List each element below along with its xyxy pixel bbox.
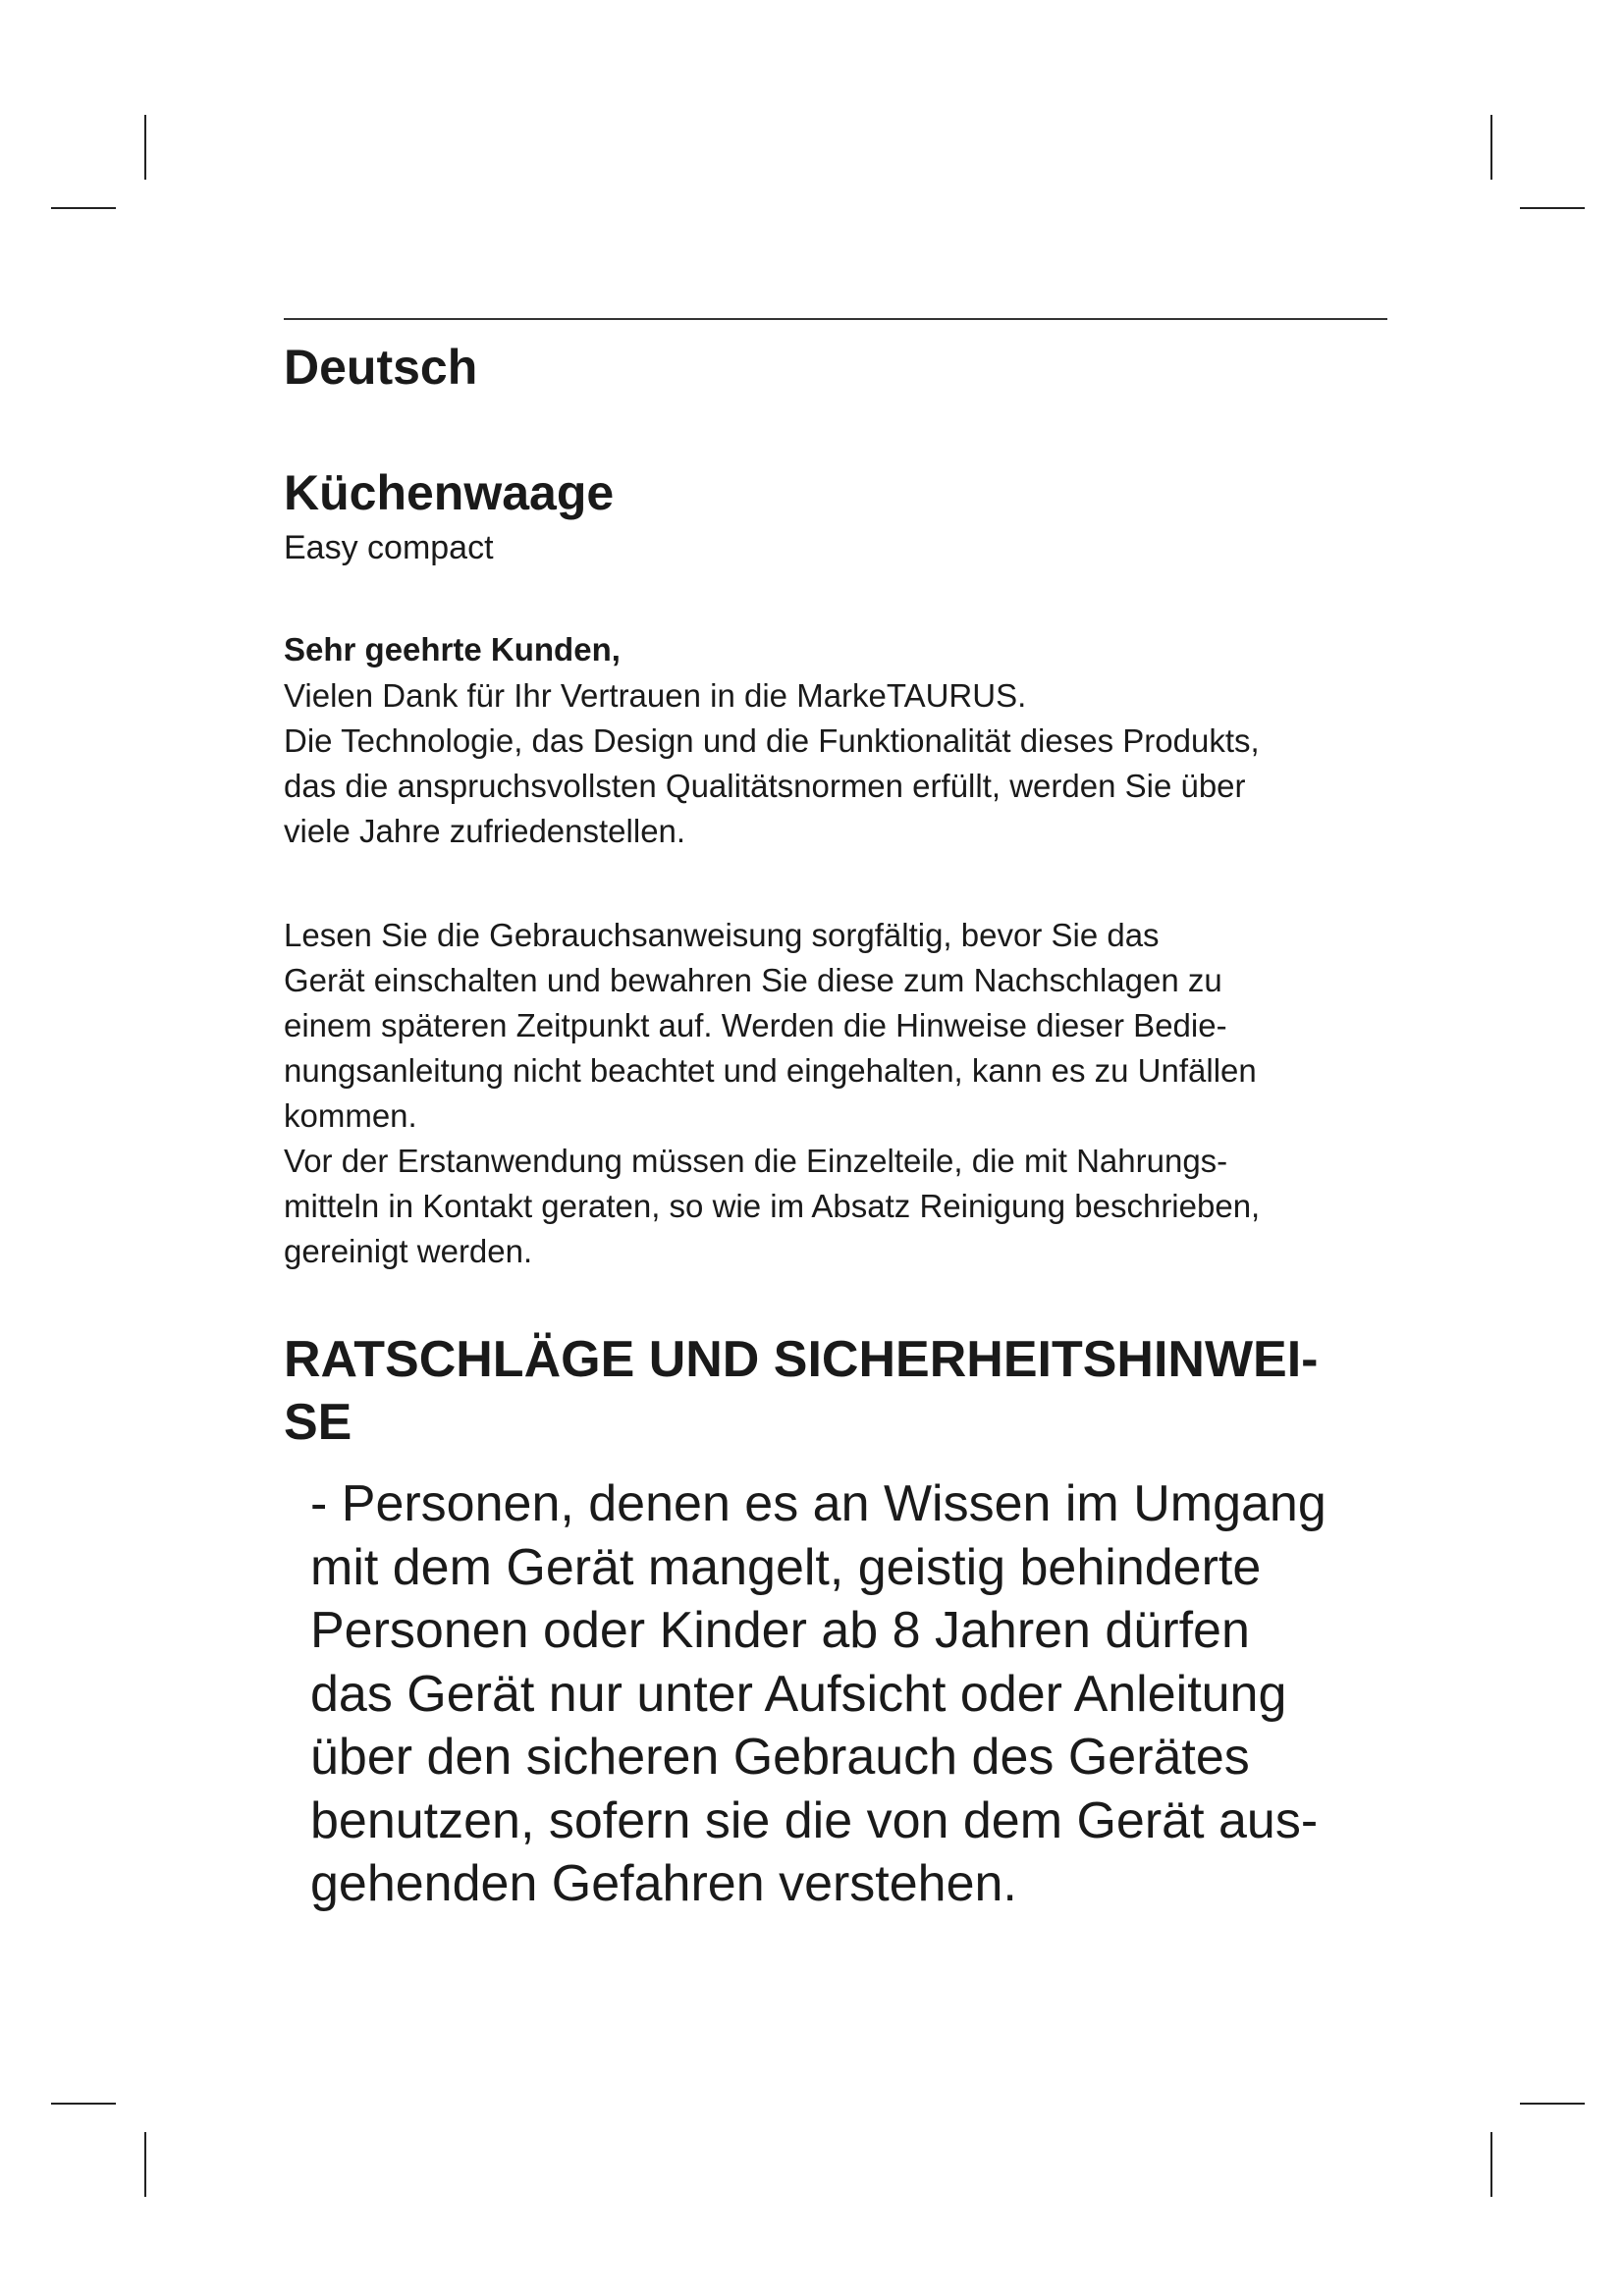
language-heading: Deutsch [284,340,478,395]
safety-heading: RATSCHLÄGE UND SICHERHEITSHINWEI- SE [284,1331,1319,1451]
safety-warning-item: - Personen, denen es an Wissen im Umgang mit dem Gerät mangelt, geistig behinderte Personen oder Kinder ab 8 Jahren dürfen das Gerät nur unter Aufsicht oder Anleitung über den sicheren Gebrauch des Gerätes benutzen, sofern sie die von dem Gerät aus- gehenden Gefahren verstehen. [310,1475,1326,1912]
crop-mark-bottom-left-horizontal [51,2103,116,2105]
greeting: Sehr geehrte Kunden, [284,631,621,667]
intro-paragraph-read-instructions: Lesen Sie die Gebrauchsanweisung sorgfältig, bevor Sie das Gerät einschalten und bewahren Sie diese zum Nachschlagen zu einem späteren Zeitpunkt auf. Werden die Hinweise dieser Bedie- nungsanleitung nicht beachtet und eingehalten, kann es zu Unfällen kommen. [284,917,1257,1134]
header-rule [284,318,1387,320]
crop-mark-bottom-right-vertical [1490,2132,1492,2197]
crop-mark-top-right-vertical [1490,115,1492,180]
intro-paragraph-technology: Die Technologie, das Design und die Funktionalität dieses Produkts, das die anspruchsvollsten Qualitätsnormen erfüllt, werden Sie über viele Jahre zufriedenstellen. [284,722,1260,849]
crop-mark-top-left-horizontal [51,207,116,209]
crop-mark-bottom-left-vertical [144,2132,146,2197]
intro-paragraph-thanks: Vielen Dank für Ihr Vertrauen in die MarkeTAURUS. [284,677,1027,714]
crop-mark-top-left-vertical [144,115,146,180]
crop-mark-bottom-right-horizontal [1520,2103,1585,2105]
product-title: Küchenwaage [284,465,615,520]
product-model: Easy compact [284,529,494,566]
crop-mark-top-right-horizontal [1520,207,1585,209]
intro-paragraph-cleaning: Vor der Erstanwendung müssen die Einzelteile, die mit Nahrungs- mitteln in Kontakt geraten, so wie im Absatz Reinigung beschrieben, gereinigt werden. [284,1143,1261,1269]
